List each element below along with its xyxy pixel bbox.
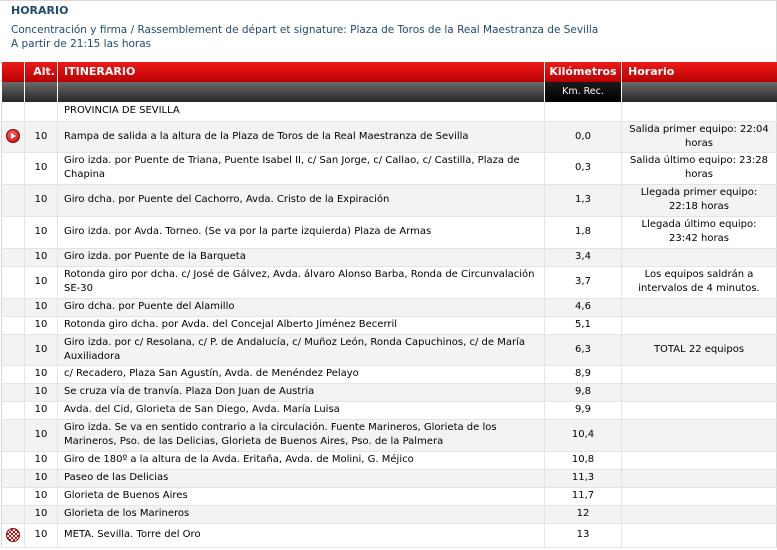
row-icon-cell: [2, 469, 25, 487]
table-row: [2, 487, 777, 505]
province-alt-cell: [25, 102, 58, 121]
row-itinerary: Avda. del Cid, Glorieta de San Diego, Avda. María Luisa: [58, 401, 545, 419]
row-altitude: 10: [25, 316, 58, 334]
row-itinerary: Giro izda. por Avda. Torneo. (Se va por la parte izquierda) Plaza de Armas: [58, 216, 545, 248]
table-row: [2, 401, 777, 419]
province-km-cell: [545, 102, 622, 121]
row-itinerary: Giro izda. por c/ Resolana, c/ P. de Andalucía, c/ Muñoz León, Ronda Capuchinos, c/ de María Auxiliadora: [58, 334, 545, 365]
page-title: HORARIO: [11, 4, 69, 17]
row-altitude: 10: [25, 334, 58, 365]
table-row: [2, 451, 777, 469]
start-time-text: A partir de 21:15 las horas: [11, 38, 152, 50]
row-schedule: [622, 487, 777, 505]
row-icon-cell: [2, 248, 25, 266]
row-km: 0,3: [545, 152, 622, 184]
row-km: 12: [545, 505, 622, 523]
row-schedule: [622, 419, 777, 451]
row-altitude: 10: [25, 152, 58, 184]
row-itinerary: Giro izda. por Puente de Triana, Puente Isabel II, c/ San Jorge, c/ Callao, c/ Castilla, Plaza de Chapina: [58, 152, 545, 184]
row-icon-cell: [2, 383, 25, 401]
row-itinerary: Giro dcha. por Puente del Cachorro, Avda. Cristo de la Expiración: [58, 184, 545, 216]
km-column-header: Kilómetros: [545, 62, 622, 82]
page-header: [0, 0, 777, 60]
row-altitude: 10: [25, 383, 58, 401]
alt-column-header: Alt.: [25, 62, 58, 82]
row-km: 3,7: [545, 266, 622, 298]
row-km: 10,8: [545, 451, 622, 469]
row-schedule: Los equipos saldrán a intervalos de 4 minutos.: [622, 266, 777, 298]
table-row: [2, 419, 777, 451]
row-itinerary: META. Sevilla. Torre del Oro: [58, 523, 545, 547]
row-itinerary: Paseo de las Delicias: [58, 469, 545, 487]
row-km: 3,4: [545, 248, 622, 266]
row-km: 1,3: [545, 184, 622, 216]
meeting-point-text: Concentración y firma / Rassemblement de départ et signature: Plaza de Toros de la Real Maestranza de Sevilla: [11, 24, 599, 36]
row-schedule: [622, 505, 777, 523]
row-schedule: [622, 469, 777, 487]
subheader-blank: [2, 82, 25, 102]
row-altitude: 10: [25, 298, 58, 316]
finish-flag-icon: [6, 528, 20, 542]
row-altitude: 10: [25, 365, 58, 383]
row-icon-cell: [2, 365, 25, 383]
table-row: [2, 469, 777, 487]
row-icon-cell: [2, 487, 25, 505]
row-schedule: Llegada primer equipo: 22:18 horas: [622, 184, 777, 216]
row-itinerary: Se cruza vía de tranvía. Plaza Don Juan de Austria: [58, 383, 545, 401]
province-schedule-cell: [622, 102, 777, 121]
table-row: [2, 523, 777, 547]
table-row: [2, 316, 777, 334]
row-km: 9,8: [545, 383, 622, 401]
province-icon-cell: [2, 102, 25, 121]
row-itinerary: Giro izda. por Puente de la Barqueta: [58, 248, 545, 266]
row-itinerary: Giro dcha. por Puente del Alamillo: [58, 298, 545, 316]
row-itinerary: Rampa de salida a la altura de la Plaza de Toros de la Real Maestranza de Sevilla: [58, 121, 545, 152]
row-km: 11,7: [545, 487, 622, 505]
row-km: 4,6: [545, 298, 622, 316]
row-icon-cell: [2, 216, 25, 248]
row-schedule: [622, 451, 777, 469]
km-rec-subheader: Km. Rec.: [545, 82, 622, 102]
itinerary-table: [1, 62, 777, 548]
row-icon-cell: [2, 184, 25, 216]
row-icon-cell: [2, 266, 25, 298]
row-km: 8,9: [545, 365, 622, 383]
table-row: [2, 266, 777, 298]
itinerary-column-header: ITINERARIO: [58, 62, 545, 82]
row-schedule: Salida último equipo: 23:28 horas: [622, 152, 777, 184]
row-icon-cell: [2, 505, 25, 523]
row-km: 13: [545, 523, 622, 547]
row-schedule: [622, 383, 777, 401]
table-header-row: [2, 62, 777, 82]
row-altitude: 10: [25, 451, 58, 469]
row-schedule: [622, 365, 777, 383]
table-row: [2, 298, 777, 316]
row-icon-cell: [2, 419, 25, 451]
table-row: [2, 121, 777, 152]
row-icon-cell: [2, 298, 25, 316]
table-row: [2, 184, 777, 216]
row-altitude: 10: [25, 419, 58, 451]
province-row: [2, 102, 777, 121]
row-altitude: 10: [25, 248, 58, 266]
icon-column-header: [2, 62, 25, 82]
row-icon-cell: [2, 451, 25, 469]
row-km: 0,0: [545, 121, 622, 152]
row-km: 6,3: [545, 334, 622, 365]
row-km: 10,4: [545, 419, 622, 451]
table-row: [2, 505, 777, 523]
row-schedule: [622, 523, 777, 547]
table-row: [2, 365, 777, 383]
row-altitude: 10: [25, 523, 58, 547]
row-schedule: [622, 401, 777, 419]
subheader-blank: [622, 82, 777, 102]
top-divider: [0, 0, 777, 1]
row-schedule: [622, 248, 777, 266]
row-icon-cell: [2, 334, 25, 365]
row-km: 11,3: [545, 469, 622, 487]
row-icon-cell: [2, 121, 25, 152]
row-itinerary: Glorieta de Buenos Aires: [58, 487, 545, 505]
row-icon-cell: [2, 152, 25, 184]
row-itinerary: Giro de 180º a la altura de la Avda. Eritaña, Avda. de Molini, G. Méjico: [58, 451, 545, 469]
row-altitude: 10: [25, 469, 58, 487]
row-altitude: 10: [25, 184, 58, 216]
row-itinerary: Rotonda giro dcha. por Avda. del Concejal Alberto Jiménez Becerril: [58, 316, 545, 334]
row-schedule: [622, 298, 777, 316]
row-schedule: TOTAL 22 equipos: [622, 334, 777, 365]
row-altitude: 10: [25, 505, 58, 523]
start-flag-icon: [6, 129, 20, 143]
row-altitude: 10: [25, 216, 58, 248]
row-km: 9,9: [545, 401, 622, 419]
row-km: 1,8: [545, 216, 622, 248]
table-row: [2, 248, 777, 266]
subheader-blank: [25, 82, 58, 102]
row-altitude: 10: [25, 266, 58, 298]
schedule-column-header: Horario: [622, 62, 777, 82]
row-altitude: 10: [25, 401, 58, 419]
subheader-blank: [58, 82, 545, 102]
row-km: 5,1: [545, 316, 622, 334]
table-row: [2, 216, 777, 248]
row-icon-cell: [2, 316, 25, 334]
row-schedule: [622, 316, 777, 334]
row-icon-cell: [2, 523, 25, 547]
province-label: PROVINCIA DE SEVILLA: [58, 102, 545, 121]
row-schedule: Llegada último equipo: 23:42 horas: [622, 216, 777, 248]
row-altitude: 10: [25, 121, 58, 152]
row-schedule: Salida primer equipo: 22:04 horas: [622, 121, 777, 152]
row-itinerary: c/ Recadero, Plaza San Agustín, Avda. de Menéndez Pelayo: [58, 365, 545, 383]
row-itinerary: Rotonda giro por dcha. c/ José de Gálvez, Avda. álvaro Alonso Barba, Ronda de Circunvalación SE-30: [58, 266, 545, 298]
table-row: [2, 152, 777, 184]
table-subheader-row: [2, 82, 777, 102]
table-row: [2, 334, 777, 365]
table-row: [2, 383, 777, 401]
row-itinerary: Glorieta de los Marineros: [58, 505, 545, 523]
row-itinerary: Giro izda. Se va en sentido contrario a la circulación. Fuente Marineros, Glorieta de los Marineros, Pso. de las Delicias, Glorieta de Buenos Aires, Pso. de la Palmera: [58, 419, 545, 451]
row-icon-cell: [2, 401, 25, 419]
row-altitude: 10: [25, 487, 58, 505]
